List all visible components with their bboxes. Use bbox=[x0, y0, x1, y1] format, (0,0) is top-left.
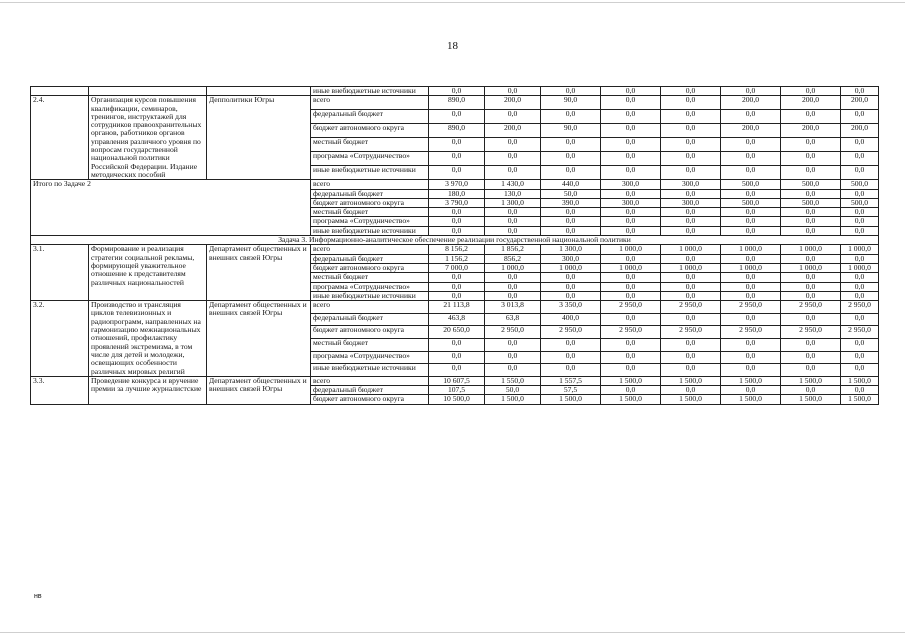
value-cell: 300,0 bbox=[601, 198, 661, 207]
value-cell: 0,0 bbox=[661, 273, 721, 282]
value-cell: 2 950,0 bbox=[661, 326, 721, 339]
value-cell: 57,5 bbox=[541, 386, 601, 395]
footer-mark: нв bbox=[34, 593, 42, 600]
text-cell: Итого по Задаче 2 bbox=[31, 180, 311, 236]
text-cell: всего bbox=[311, 96, 429, 110]
value-cell: 3 790,0 bbox=[429, 198, 485, 207]
value-cell: 0,0 bbox=[541, 282, 601, 291]
value-cell: 0,0 bbox=[601, 351, 661, 364]
value-cell: 1 000,0 bbox=[601, 245, 661, 254]
value-cell: 1 000,0 bbox=[601, 263, 661, 272]
value-cell: 0,0 bbox=[485, 166, 541, 180]
value-cell: 500,0 bbox=[781, 198, 841, 207]
value-cell: 200,0 bbox=[721, 96, 781, 110]
value-cell: 0,0 bbox=[841, 152, 879, 166]
value-cell: 0,0 bbox=[781, 152, 841, 166]
value-cell: 0,0 bbox=[721, 208, 781, 217]
value-cell: 1 000,0 bbox=[781, 263, 841, 272]
text-cell: бюджет автономного округа bbox=[311, 198, 429, 207]
value-cell: 0,0 bbox=[429, 351, 485, 364]
value-cell: 1 500,0 bbox=[841, 395, 879, 404]
value-cell: 0,0 bbox=[721, 291, 781, 300]
value-cell: 1 500,0 bbox=[661, 395, 721, 404]
value-cell: 1 000,0 bbox=[781, 245, 841, 254]
value-cell: 0,0 bbox=[721, 351, 781, 364]
value-cell: 0,0 bbox=[601, 338, 661, 351]
value-cell: 300,0 bbox=[541, 254, 601, 263]
value-cell: 0,0 bbox=[429, 152, 485, 166]
value-cell: 0,0 bbox=[601, 291, 661, 300]
value-cell: 0,0 bbox=[841, 138, 879, 152]
value-cell: 200,0 bbox=[721, 124, 781, 138]
value-cell: 0,0 bbox=[781, 189, 841, 198]
value-cell: 0,0 bbox=[485, 291, 541, 300]
value-cell: 390,0 bbox=[541, 198, 601, 207]
text-cell bbox=[31, 87, 89, 96]
value-cell: 0,0 bbox=[841, 282, 879, 291]
value-cell: 0,0 bbox=[601, 226, 661, 235]
value-cell: 7 000,0 bbox=[429, 263, 485, 272]
value-cell: 0,0 bbox=[541, 226, 601, 235]
value-cell: 0,0 bbox=[781, 138, 841, 152]
value-cell: 1 500,0 bbox=[781, 376, 841, 385]
value-cell: 0,0 bbox=[429, 208, 485, 217]
value-cell: 440,0 bbox=[541, 180, 601, 189]
value-cell: 500,0 bbox=[721, 198, 781, 207]
text-cell: программа «Сотрудничество» bbox=[311, 217, 429, 226]
value-cell: 0,0 bbox=[601, 254, 661, 263]
value-cell: 0,0 bbox=[429, 226, 485, 235]
text-cell: Депполитики Югры bbox=[207, 96, 311, 180]
value-cell: 1 000,0 bbox=[841, 245, 879, 254]
text-cell: всего bbox=[311, 245, 429, 254]
value-cell: 3 013,8 bbox=[485, 301, 541, 314]
value-cell: 130,0 bbox=[485, 189, 541, 198]
value-cell: 107,5 bbox=[429, 386, 485, 395]
value-cell: 0,0 bbox=[541, 138, 601, 152]
value-cell: 0,0 bbox=[721, 364, 781, 377]
value-cell: 0,0 bbox=[721, 166, 781, 180]
value-cell: 890,0 bbox=[429, 124, 485, 138]
value-cell: 2 950,0 bbox=[485, 326, 541, 339]
budget-table bbox=[30, 86, 879, 405]
value-cell: 1 300,0 bbox=[541, 245, 601, 254]
value-cell: 0,0 bbox=[721, 338, 781, 351]
value-cell: 0,0 bbox=[721, 217, 781, 226]
value-cell: 0,0 bbox=[841, 217, 879, 226]
value-cell: 0,0 bbox=[429, 166, 485, 180]
value-cell: 0,0 bbox=[661, 313, 721, 326]
value-cell: 2 950,0 bbox=[781, 326, 841, 339]
value-cell: 0,0 bbox=[661, 291, 721, 300]
value-cell: 200,0 bbox=[781, 124, 841, 138]
value-cell: 0,0 bbox=[601, 217, 661, 226]
value-cell: 180,0 bbox=[429, 189, 485, 198]
value-cell: 63,8 bbox=[485, 313, 541, 326]
value-cell: 2 950,0 bbox=[601, 326, 661, 339]
value-cell: 2 950,0 bbox=[781, 301, 841, 314]
text-cell: федеральный бюджет bbox=[311, 386, 429, 395]
text-cell: иные внебюджетные источники bbox=[311, 226, 429, 235]
text-cell bbox=[89, 87, 207, 96]
value-cell: 0,0 bbox=[601, 138, 661, 152]
value-cell: 0,0 bbox=[541, 364, 601, 377]
value-cell: 90,0 bbox=[541, 96, 601, 110]
text-cell: местный бюджет bbox=[311, 208, 429, 217]
value-cell: 10 500,0 bbox=[429, 395, 485, 404]
value-cell: 0,0 bbox=[485, 338, 541, 351]
value-cell: 0,0 bbox=[661, 217, 721, 226]
value-cell: 0,0 bbox=[721, 282, 781, 291]
value-cell: 0,0 bbox=[661, 124, 721, 138]
value-cell: 0,0 bbox=[485, 152, 541, 166]
value-cell: 0,0 bbox=[601, 87, 661, 96]
value-cell: 0,0 bbox=[721, 189, 781, 198]
text-cell: федеральный бюджет bbox=[311, 189, 429, 198]
value-cell: 0,0 bbox=[601, 273, 661, 282]
value-cell: 10 607,5 bbox=[429, 376, 485, 385]
page-number: 18 bbox=[447, 40, 458, 52]
text-cell: иные внебюджетные источники bbox=[311, 364, 429, 377]
value-cell: 2 950,0 bbox=[841, 301, 879, 314]
value-cell: 0,0 bbox=[601, 313, 661, 326]
value-cell: 1 500,0 bbox=[601, 376, 661, 385]
value-cell: 1 000,0 bbox=[541, 263, 601, 272]
value-cell: 0,0 bbox=[781, 291, 841, 300]
value-cell: 0,0 bbox=[841, 273, 879, 282]
table-row bbox=[31, 180, 879, 189]
value-cell: 0,0 bbox=[661, 166, 721, 180]
value-cell: 0,0 bbox=[841, 338, 879, 351]
value-cell: 0,0 bbox=[781, 110, 841, 124]
value-cell: 0,0 bbox=[661, 87, 721, 96]
value-cell: 0,0 bbox=[541, 152, 601, 166]
value-cell: 1 500,0 bbox=[721, 376, 781, 385]
value-cell: 0,0 bbox=[541, 273, 601, 282]
text-cell: Департамент общественных и внешних связей Югры bbox=[207, 376, 311, 404]
value-cell: 0,0 bbox=[429, 110, 485, 124]
value-cell: 0,0 bbox=[541, 166, 601, 180]
value-cell: 0,0 bbox=[841, 208, 879, 217]
value-cell: 0,0 bbox=[541, 87, 601, 96]
text-cell: Департамент общественных и внешних связей Югры bbox=[207, 245, 311, 301]
value-cell: 0,0 bbox=[661, 138, 721, 152]
value-cell: 0,0 bbox=[485, 226, 541, 235]
value-cell: 0,0 bbox=[541, 110, 601, 124]
value-cell: 0,0 bbox=[601, 96, 661, 110]
value-cell: 50,0 bbox=[485, 386, 541, 395]
value-cell: 0,0 bbox=[841, 351, 879, 364]
value-cell: 3 970,0 bbox=[429, 180, 485, 189]
text-cell: бюджет автономного округа bbox=[311, 395, 429, 404]
value-cell: 0,0 bbox=[841, 254, 879, 263]
value-cell: 1 500,0 bbox=[781, 395, 841, 404]
value-cell: 0,0 bbox=[661, 282, 721, 291]
value-cell: 0,0 bbox=[429, 338, 485, 351]
value-cell: 0,0 bbox=[429, 273, 485, 282]
text-cell: 3.1. bbox=[31, 245, 89, 301]
task-heading: Задача 3. Информационно-аналитическое обеспечение реализации государственной национальной политики bbox=[31, 236, 879, 245]
value-cell: 0,0 bbox=[485, 110, 541, 124]
value-cell: 1 156,2 bbox=[429, 254, 485, 263]
value-cell: 500,0 bbox=[781, 180, 841, 189]
value-cell: 0,0 bbox=[601, 208, 661, 217]
value-cell: 0,0 bbox=[661, 208, 721, 217]
value-cell: 3 350,0 bbox=[541, 301, 601, 314]
value-cell: 90,0 bbox=[541, 124, 601, 138]
value-cell: 0,0 bbox=[841, 364, 879, 377]
value-cell: 0,0 bbox=[661, 226, 721, 235]
value-cell: 1 500,0 bbox=[541, 395, 601, 404]
value-cell: 1 000,0 bbox=[661, 263, 721, 272]
value-cell: 0,0 bbox=[485, 208, 541, 217]
value-cell: 0,0 bbox=[485, 273, 541, 282]
text-cell: бюджет автономного округа bbox=[311, 326, 429, 339]
value-cell: 0,0 bbox=[429, 217, 485, 226]
value-cell: 2 950,0 bbox=[721, 301, 781, 314]
value-cell: 0,0 bbox=[781, 351, 841, 364]
value-cell: 8 156,2 bbox=[429, 245, 485, 254]
value-cell: 0,0 bbox=[721, 152, 781, 166]
value-cell: 0,0 bbox=[841, 166, 879, 180]
value-cell: 0,0 bbox=[601, 124, 661, 138]
value-cell: 0,0 bbox=[429, 364, 485, 377]
value-cell: 0,0 bbox=[721, 254, 781, 263]
value-cell: 0,0 bbox=[429, 282, 485, 291]
value-cell: 1 856,2 bbox=[485, 245, 541, 254]
value-cell: 21 113,8 bbox=[429, 301, 485, 314]
value-cell: 1 000,0 bbox=[661, 245, 721, 254]
value-cell: 2 950,0 bbox=[601, 301, 661, 314]
value-cell: 0,0 bbox=[485, 282, 541, 291]
text-cell: программа «Сотрудничество» bbox=[311, 152, 429, 166]
value-cell: 0,0 bbox=[661, 254, 721, 263]
value-cell: 0,0 bbox=[661, 110, 721, 124]
text-cell: Производство и трансляция циклов телевизионных и радиопрограмм, направленных на гармонизацию межнациональных отношений, профилактику проявлений экстремизма, в том числе для детей и молодежи, освещающих особенности различных мировых религий bbox=[89, 301, 207, 377]
value-cell: 0,0 bbox=[601, 364, 661, 377]
text-cell: 3.3. bbox=[31, 376, 89, 404]
value-cell: 0,0 bbox=[429, 138, 485, 152]
text-cell: 3.2. bbox=[31, 301, 89, 377]
value-cell: 1 500,0 bbox=[841, 376, 879, 385]
text-cell: иные внебюджетные источники bbox=[311, 166, 429, 180]
value-cell: 0,0 bbox=[661, 351, 721, 364]
text-cell: всего bbox=[311, 180, 429, 189]
text-cell: иные внебюджетные источники bbox=[311, 87, 429, 96]
value-cell: 0,0 bbox=[781, 282, 841, 291]
value-cell: 0,0 bbox=[661, 386, 721, 395]
table-row bbox=[31, 245, 879, 254]
value-cell: 2 950,0 bbox=[841, 326, 879, 339]
value-cell: 0,0 bbox=[601, 152, 661, 166]
value-cell: 500,0 bbox=[721, 180, 781, 189]
value-cell: 0,0 bbox=[429, 87, 485, 96]
text-cell: бюджет автономного округа bbox=[311, 263, 429, 272]
value-cell: 200,0 bbox=[781, 96, 841, 110]
table-row bbox=[31, 301, 879, 314]
value-cell: 0,0 bbox=[661, 152, 721, 166]
value-cell: 1 000,0 bbox=[485, 263, 541, 272]
value-cell: 0,0 bbox=[661, 189, 721, 198]
value-cell: 0,0 bbox=[601, 386, 661, 395]
value-cell: 1 500,0 bbox=[485, 395, 541, 404]
value-cell: 0,0 bbox=[541, 351, 601, 364]
value-cell: 856,2 bbox=[485, 254, 541, 263]
value-cell: 300,0 bbox=[661, 180, 721, 189]
value-cell: 0,0 bbox=[541, 291, 601, 300]
value-cell: 0,0 bbox=[601, 282, 661, 291]
value-cell: 500,0 bbox=[841, 180, 879, 189]
table-row bbox=[31, 96, 879, 110]
value-cell: 0,0 bbox=[541, 208, 601, 217]
text-cell bbox=[207, 87, 311, 96]
value-cell: 1 000,0 bbox=[841, 263, 879, 272]
value-cell: 200,0 bbox=[841, 96, 879, 110]
text-cell: программа «Сотрудничество» bbox=[311, 351, 429, 364]
value-cell: 0,0 bbox=[721, 313, 781, 326]
value-cell: 1 550,0 bbox=[485, 376, 541, 385]
value-cell: 0,0 bbox=[721, 273, 781, 282]
value-cell: 0,0 bbox=[661, 338, 721, 351]
value-cell: 0,0 bbox=[721, 87, 781, 96]
text-cell: местный бюджет bbox=[311, 138, 429, 152]
value-cell: 0,0 bbox=[601, 110, 661, 124]
value-cell: 0,0 bbox=[841, 110, 879, 124]
scan-top-edge bbox=[0, 2, 905, 3]
value-cell: 2 950,0 bbox=[721, 326, 781, 339]
value-cell: 890,0 bbox=[429, 96, 485, 110]
value-cell: 0,0 bbox=[429, 291, 485, 300]
value-cell: 0,0 bbox=[841, 87, 879, 96]
table-row bbox=[31, 87, 879, 96]
text-cell: всего bbox=[311, 301, 429, 314]
value-cell: 200,0 bbox=[485, 124, 541, 138]
value-cell: 0,0 bbox=[721, 226, 781, 235]
value-cell: 0,0 bbox=[781, 364, 841, 377]
text-cell: федеральный бюджет bbox=[311, 313, 429, 326]
text-cell: местный бюджет bbox=[311, 273, 429, 282]
value-cell: 1 557,5 bbox=[541, 376, 601, 385]
value-cell: 0,0 bbox=[721, 138, 781, 152]
table-row bbox=[31, 376, 879, 385]
value-cell: 2 950,0 bbox=[541, 326, 601, 339]
value-cell: 500,0 bbox=[841, 198, 879, 207]
value-cell: 0,0 bbox=[485, 351, 541, 364]
value-cell: 1 500,0 bbox=[661, 376, 721, 385]
value-cell: 300,0 bbox=[601, 180, 661, 189]
scan-bottom-edge bbox=[0, 632, 905, 633]
value-cell: 400,0 bbox=[541, 313, 601, 326]
value-cell: 200,0 bbox=[485, 96, 541, 110]
text-cell: Проведение конкурса и вручение премии за лучшие журналистские bbox=[89, 376, 207, 404]
value-cell: 0,0 bbox=[781, 273, 841, 282]
value-cell: 0,0 bbox=[541, 217, 601, 226]
text-cell: Формирование и реализация стратегии социальной рекламы, формирующей уважительное отношение к представителям различных национальностей bbox=[89, 245, 207, 301]
text-cell: Организация курсов повышения квалификации, семинаров, тренингов, инструктажей для сотрудников правоохранительных органов, работников органов управления различного уровня по вопросам государственной национальной политики Российской Федерации. Издание методических пособий bbox=[89, 96, 207, 180]
value-cell: 0,0 bbox=[841, 386, 879, 395]
value-cell: 0,0 bbox=[781, 87, 841, 96]
value-cell: 0,0 bbox=[781, 338, 841, 351]
value-cell: 0,0 bbox=[781, 217, 841, 226]
text-cell: всего bbox=[311, 376, 429, 385]
value-cell: 1 500,0 bbox=[601, 395, 661, 404]
value-cell: 0,0 bbox=[485, 87, 541, 96]
value-cell: 0,0 bbox=[721, 110, 781, 124]
value-cell: 50,0 bbox=[541, 189, 601, 198]
task-heading-row bbox=[31, 236, 879, 245]
value-cell: 300,0 bbox=[661, 198, 721, 207]
text-cell: Департамент общественных и внешних связей Югры bbox=[207, 301, 311, 377]
value-cell: 0,0 bbox=[485, 217, 541, 226]
value-cell: 200,0 bbox=[841, 124, 879, 138]
value-cell: 0,0 bbox=[781, 386, 841, 395]
value-cell: 0,0 bbox=[781, 226, 841, 235]
value-cell: 0,0 bbox=[541, 338, 601, 351]
value-cell: 0,0 bbox=[601, 166, 661, 180]
value-cell: 0,0 bbox=[661, 96, 721, 110]
text-cell: федеральный бюджет bbox=[311, 110, 429, 124]
value-cell: 0,0 bbox=[841, 189, 879, 198]
value-cell: 0,0 bbox=[601, 189, 661, 198]
value-cell: 20 650,0 bbox=[429, 326, 485, 339]
value-cell: 0,0 bbox=[485, 364, 541, 377]
value-cell: 0,0 bbox=[781, 166, 841, 180]
value-cell: 0,0 bbox=[781, 254, 841, 263]
value-cell: 0,0 bbox=[841, 313, 879, 326]
text-cell: иные внебюджетные источники bbox=[311, 291, 429, 300]
value-cell: 0,0 bbox=[781, 208, 841, 217]
value-cell: 1 500,0 bbox=[721, 395, 781, 404]
text-cell: местный бюджет bbox=[311, 338, 429, 351]
value-cell: 0,0 bbox=[661, 364, 721, 377]
text-cell: федеральный бюджет bbox=[311, 254, 429, 263]
value-cell: 0,0 bbox=[841, 226, 879, 235]
value-cell: 0,0 bbox=[721, 386, 781, 395]
value-cell: 1 000,0 bbox=[721, 245, 781, 254]
value-cell: 463,8 bbox=[429, 313, 485, 326]
text-cell: бюджет автономного округа bbox=[311, 124, 429, 138]
text-cell: 2.4. bbox=[31, 96, 89, 180]
value-cell: 0,0 bbox=[485, 138, 541, 152]
value-cell: 1 000,0 bbox=[721, 263, 781, 272]
value-cell: 1 430,0 bbox=[485, 180, 541, 189]
value-cell: 0,0 bbox=[841, 291, 879, 300]
value-cell: 2 950,0 bbox=[661, 301, 721, 314]
value-cell: 1 300,0 bbox=[485, 198, 541, 207]
text-cell: программа «Сотрудничество» bbox=[311, 282, 429, 291]
value-cell: 0,0 bbox=[781, 313, 841, 326]
